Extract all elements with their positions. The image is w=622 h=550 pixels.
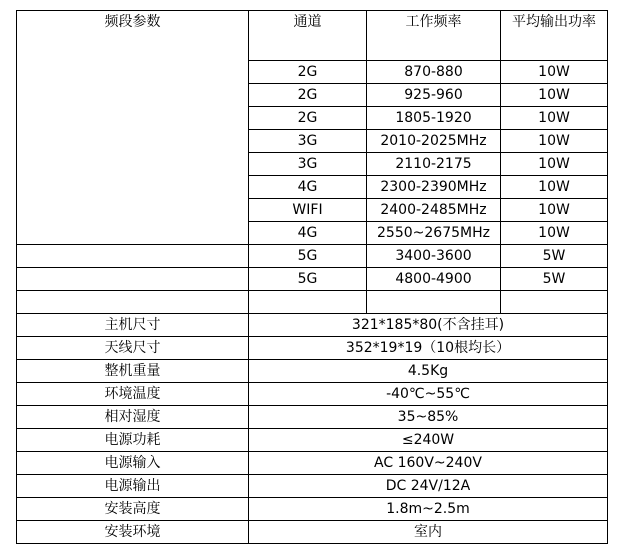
band-channel: 5G bbox=[249, 245, 367, 268]
empty-row bbox=[17, 291, 608, 314]
spec-row bbox=[17, 337, 608, 360]
spec-value: DC 24V/12A bbox=[249, 475, 608, 498]
band-power: 10W bbox=[501, 199, 608, 222]
band-power: 10W bbox=[501, 130, 608, 153]
empty-cell bbox=[17, 291, 249, 314]
spec-value: -40℃~55℃ bbox=[249, 383, 608, 406]
band-channel: 3G bbox=[249, 153, 367, 176]
band-channel: 2G bbox=[249, 107, 367, 130]
band-channel: WIFI bbox=[249, 199, 367, 222]
spec-value: AC 160V~240V bbox=[249, 452, 608, 475]
band-channel: 4G bbox=[249, 222, 367, 245]
spec-label: 相对湿度 bbox=[17, 406, 249, 429]
spec-label: 电源功耗 bbox=[17, 429, 249, 452]
band-freq: 2110-2175 bbox=[367, 153, 501, 176]
spec-value: ≤240W bbox=[249, 429, 608, 452]
table-header-row bbox=[17, 11, 608, 61]
band-channel: 2G bbox=[249, 61, 367, 84]
spec-label: 主机尺寸 bbox=[17, 314, 249, 337]
spec-value: 352*19*19（10根均长） bbox=[249, 337, 608, 360]
band-freq: 2010-2025MHz bbox=[367, 130, 501, 153]
spec-row bbox=[17, 521, 608, 544]
band-freq: 3400-3600 bbox=[367, 245, 501, 268]
spec-row bbox=[17, 406, 608, 429]
spec-row bbox=[17, 314, 608, 337]
band-channel: 2G bbox=[249, 84, 367, 107]
spec-row bbox=[17, 475, 608, 498]
empty-cell bbox=[367, 291, 501, 314]
spec-value: 4.5Kg bbox=[249, 360, 608, 383]
spec-label: 安装高度 bbox=[17, 498, 249, 521]
band-channel: 5G bbox=[249, 268, 367, 291]
empty-cell bbox=[249, 291, 367, 314]
spec-value: 室内 bbox=[249, 521, 608, 544]
band-freq: 2550~2675MHz bbox=[367, 222, 501, 245]
empty-cell bbox=[501, 291, 608, 314]
band-power: 10W bbox=[501, 61, 608, 84]
band-freq: 2400-2485MHz bbox=[367, 199, 501, 222]
spec-label: 电源输出 bbox=[17, 475, 249, 498]
spec-label: 环境温度 bbox=[17, 383, 249, 406]
band-freq: 925-960 bbox=[367, 84, 501, 107]
band-freq: 4800-4900 bbox=[367, 268, 501, 291]
spec-value: 35~85% bbox=[249, 406, 608, 429]
header-freq: 工作频率 bbox=[367, 11, 501, 61]
band-power: 10W bbox=[501, 222, 608, 245]
spec-label: 安装环境 bbox=[17, 521, 249, 544]
spec-row bbox=[17, 452, 608, 475]
spec-table bbox=[16, 10, 608, 544]
header-power: 平均输出功率 bbox=[501, 11, 608, 61]
band-power: 10W bbox=[501, 176, 608, 199]
band-row bbox=[17, 245, 608, 268]
spec-label: 整机重量 bbox=[17, 360, 249, 383]
band-row bbox=[17, 268, 608, 291]
empty-cell bbox=[17, 268, 249, 291]
spec-label: 天线尺寸 bbox=[17, 337, 249, 360]
header-channel: 通道 bbox=[249, 11, 367, 61]
band-freq: 1805-1920 bbox=[367, 107, 501, 130]
spec-label: 电源输入 bbox=[17, 452, 249, 475]
spec-row bbox=[17, 360, 608, 383]
band-power: 5W bbox=[501, 245, 608, 268]
spec-row bbox=[17, 383, 608, 406]
spec-value: 321*185*80(不含挂耳) bbox=[249, 314, 608, 337]
spec-row bbox=[17, 429, 608, 452]
band-channel: 3G bbox=[249, 130, 367, 153]
spec-row bbox=[17, 498, 608, 521]
band-power: 10W bbox=[501, 107, 608, 130]
empty-cell bbox=[17, 245, 249, 268]
band-freq: 2300-2390MHz bbox=[367, 176, 501, 199]
band-channel: 4G bbox=[249, 176, 367, 199]
spec-value: 1.8m~2.5m bbox=[249, 498, 608, 521]
band-freq: 870-880 bbox=[367, 61, 501, 84]
band-power: 10W bbox=[501, 84, 608, 107]
band-power: 10W bbox=[501, 153, 608, 176]
band-params-label: 频段参数 bbox=[17, 11, 249, 245]
band-power: 5W bbox=[501, 268, 608, 291]
